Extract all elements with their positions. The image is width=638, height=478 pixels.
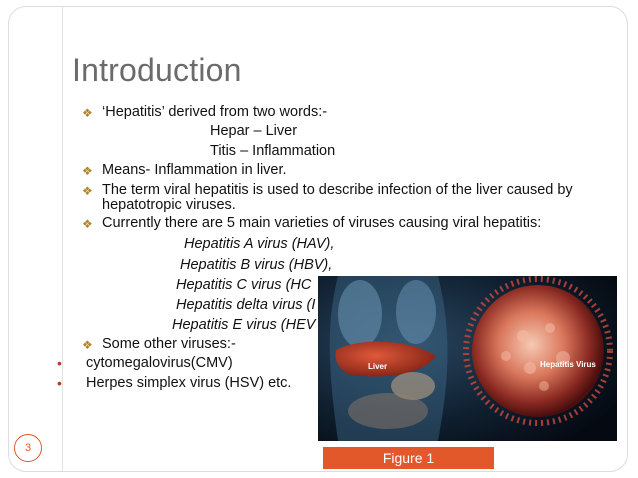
virus-item: Hepatitis E virus (HEV xyxy=(172,317,316,333)
figure-caption: Figure 1 xyxy=(323,447,494,469)
page-number: 3 xyxy=(14,434,42,462)
virus-label: Hepatitis Virus xyxy=(540,360,596,369)
diamond-bullet-icon: ❖ xyxy=(82,217,93,231)
bullet-continuation: hepatotropic viruses. xyxy=(102,197,236,213)
virus-item: Hepatitis delta virus (I xyxy=(176,297,316,313)
bullet-text: The term viral hepatitis is used to describe infection of the liver caused by xyxy=(102,182,573,198)
liver-virus-figure xyxy=(318,276,617,441)
dot-bullet-icon: • xyxy=(57,375,62,391)
diamond-bullet-icon: ❖ xyxy=(82,106,93,120)
left-rule xyxy=(62,6,63,472)
slide-title: Introduction xyxy=(72,52,242,88)
diamond-bullet-icon: ❖ xyxy=(82,184,93,198)
virus-item: Hepatitis A virus (HAV), xyxy=(184,236,335,252)
virus-item: Hepatitis B virus (HBV), xyxy=(180,257,333,273)
definition-line: Titis – Inflammation xyxy=(210,143,336,159)
diamond-bullet-icon: ❖ xyxy=(82,338,93,352)
virus-item: Hepatitis C virus (HC xyxy=(176,277,312,293)
definition-line: Hepar – Liver xyxy=(210,123,298,139)
bullet-text: Some other viruses:- xyxy=(102,336,236,352)
figure-illustration xyxy=(318,276,617,441)
bullet-text: Means- Inflammation in liver. xyxy=(102,162,287,178)
liver-label: Liver xyxy=(368,362,388,371)
sub-bullet-text: cytomegalovirus(CMV) xyxy=(86,355,233,371)
bullet-text: ‘Hepatitis’ derived from two words:- xyxy=(102,104,328,120)
bullet-text: Currently there are 5 main varieties of viruses causing viral hepatitis: xyxy=(102,215,542,231)
sub-bullet-text: Herpes simplex virus (HSV) etc. xyxy=(86,375,292,391)
diamond-bullet-icon: ❖ xyxy=(82,164,93,178)
dot-bullet-icon: • xyxy=(57,355,62,371)
